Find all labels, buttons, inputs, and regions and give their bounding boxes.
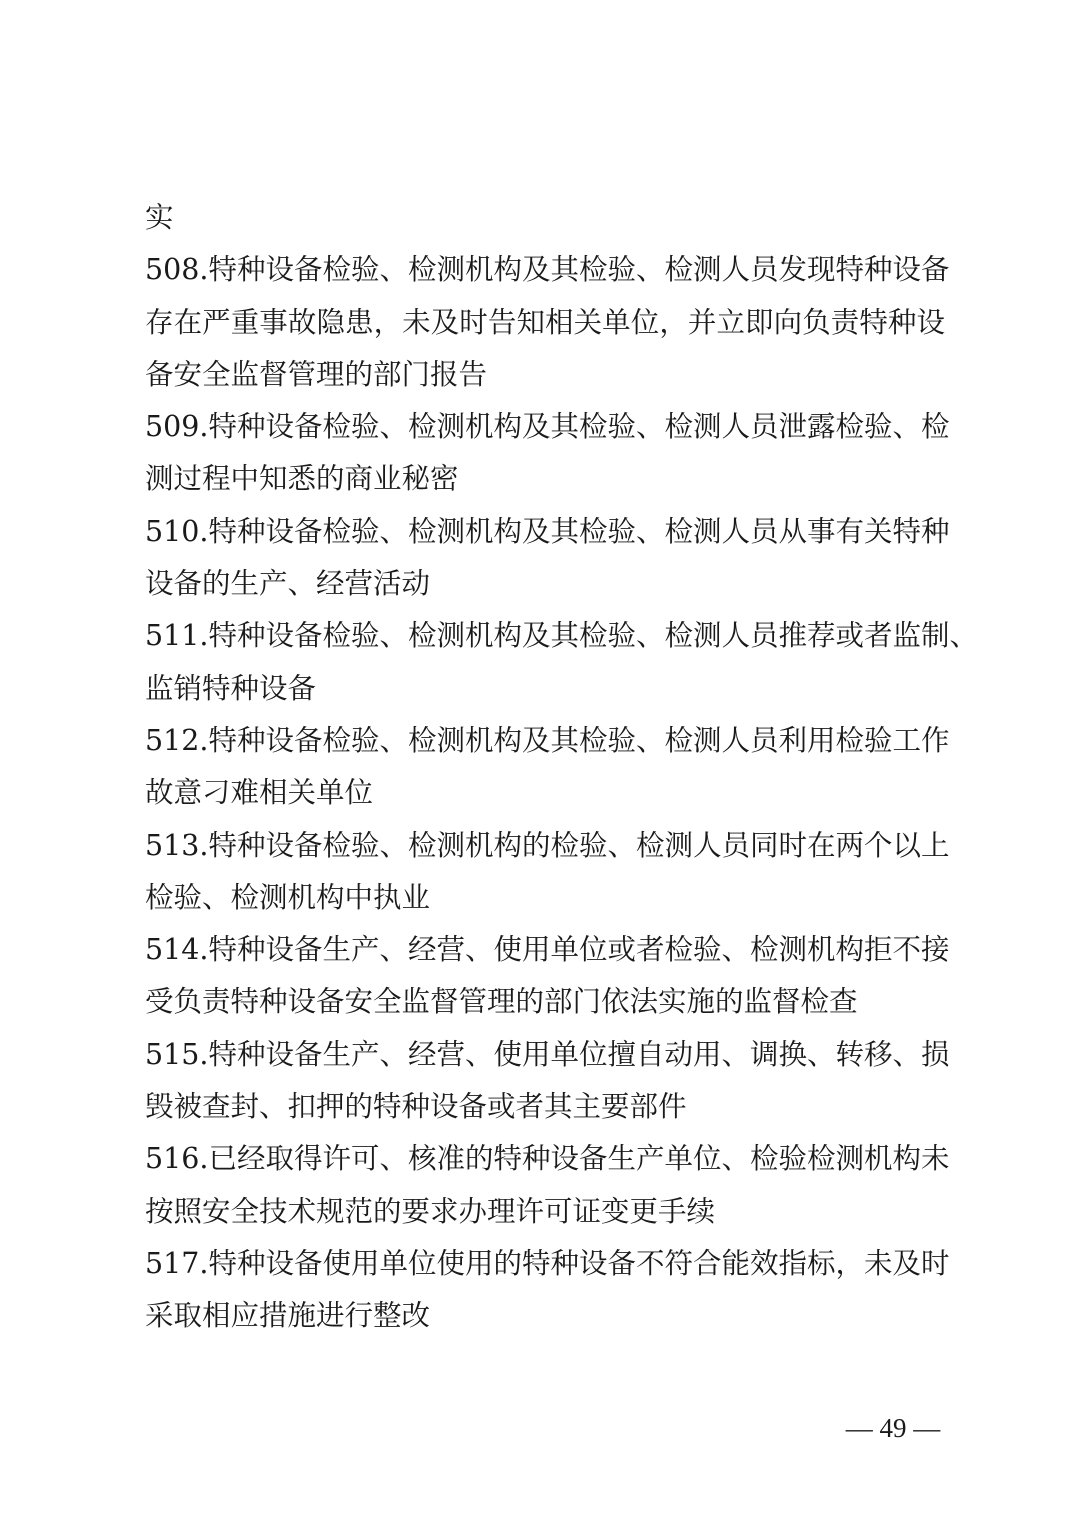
item-number: 514. [145, 933, 209, 967]
list-item-line: 采取相应措施进行整改 [145, 1299, 431, 1333]
list-item-line: 存在严重事故隐患，未及时告知相关单位，并立即向负责特种设 [145, 305, 945, 339]
document-body [145, 192, 978, 1343]
list-item-513 [145, 820, 950, 925]
list-item-508 [145, 244, 950, 401]
list-item-first-line [145, 715, 950, 767]
list-item-line: 监销特种设备 [145, 671, 317, 705]
item-number: 509. [145, 410, 209, 444]
item-number: 510. [145, 514, 209, 548]
page-number: — 49 — [845, 1413, 941, 1443]
list-item-516 [145, 1133, 950, 1238]
item-number: 513. [145, 828, 209, 862]
list-item-line: 毁被查封、扣押的特种设备或者其主要部件 [145, 1090, 687, 1124]
item-text: 特种设备生产、经营、使用单位或者检验、检测机构拒不接 [208, 933, 950, 967]
item-text: 特种设备使用单位使用的特种设备不符合能效指标，未及时 [208, 1246, 950, 1280]
item-number: 511. [145, 619, 209, 653]
continuation-line: 实 [145, 201, 174, 234]
list-item-512 [145, 715, 950, 820]
item-text: 特种设备生产、经营、使用单位擅自动用、调换、转移、损 [208, 1037, 950, 1071]
list-item-514 [145, 924, 950, 1029]
item-number: 508. [145, 253, 209, 287]
list-item-517 [145, 1238, 950, 1343]
list-item-line: 设备的生产、经营活动 [145, 567, 431, 601]
item-text: 已经取得许可、核准的特种设备生产单位、检验检测机构未 [208, 1142, 950, 1176]
item-text: 特种设备检验、检测机构及其检验、检测人员推荐或者监制、 [208, 619, 978, 653]
item-number: 516. [145, 1142, 209, 1176]
list-item-line: 检验、检测机构中执业 [145, 880, 431, 914]
list-item-line: 备安全监督管理的部门报告 [145, 357, 488, 391]
list-item-first-line [145, 924, 950, 976]
list-item-line: 故意刁难相关单位 [145, 776, 374, 810]
list-item-first-line [145, 401, 950, 453]
list-item-first-line [145, 506, 950, 558]
list-item-first-line [145, 1133, 950, 1185]
list-item-509 [145, 401, 950, 506]
item-text: 特种设备检验、检测机构及其检验、检测人员从事有关特种 [208, 514, 950, 548]
item-text: 特种设备检验、检测机构及其检验、检测人员发现特种设备 [208, 253, 950, 287]
list-item-515 [145, 1029, 950, 1134]
item-text: 特种设备检验、检测机构及其检验、检测人员利用检验工作 [208, 723, 950, 757]
item-text: 特种设备检验、检测机构及其检验、检测人员泄露检验、检 [208, 410, 950, 444]
list-item-line: 测过程中知悉的商业秘密 [145, 462, 459, 496]
item-number: 512. [145, 723, 209, 757]
list-item-line: 受负责特种设备安全监督管理的部门依法实施的监督检查 [145, 985, 858, 1019]
list-item-first-line [145, 1238, 950, 1290]
list-item-511 [145, 610, 978, 715]
list-item-first-line [145, 1029, 950, 1081]
item-text: 特种设备检验、检测机构的检验、检测人员同时在两个以上 [208, 828, 950, 862]
list-item-first-line [145, 610, 978, 662]
list-item-510 [145, 506, 950, 611]
item-number: 515. [145, 1037, 209, 1071]
item-number: 517. [145, 1246, 209, 1280]
list-item-first-line [145, 244, 950, 296]
list-item-first-line [145, 820, 950, 872]
list-item-line: 按照安全技术规范的要求办理许可证变更手续 [145, 1194, 716, 1228]
